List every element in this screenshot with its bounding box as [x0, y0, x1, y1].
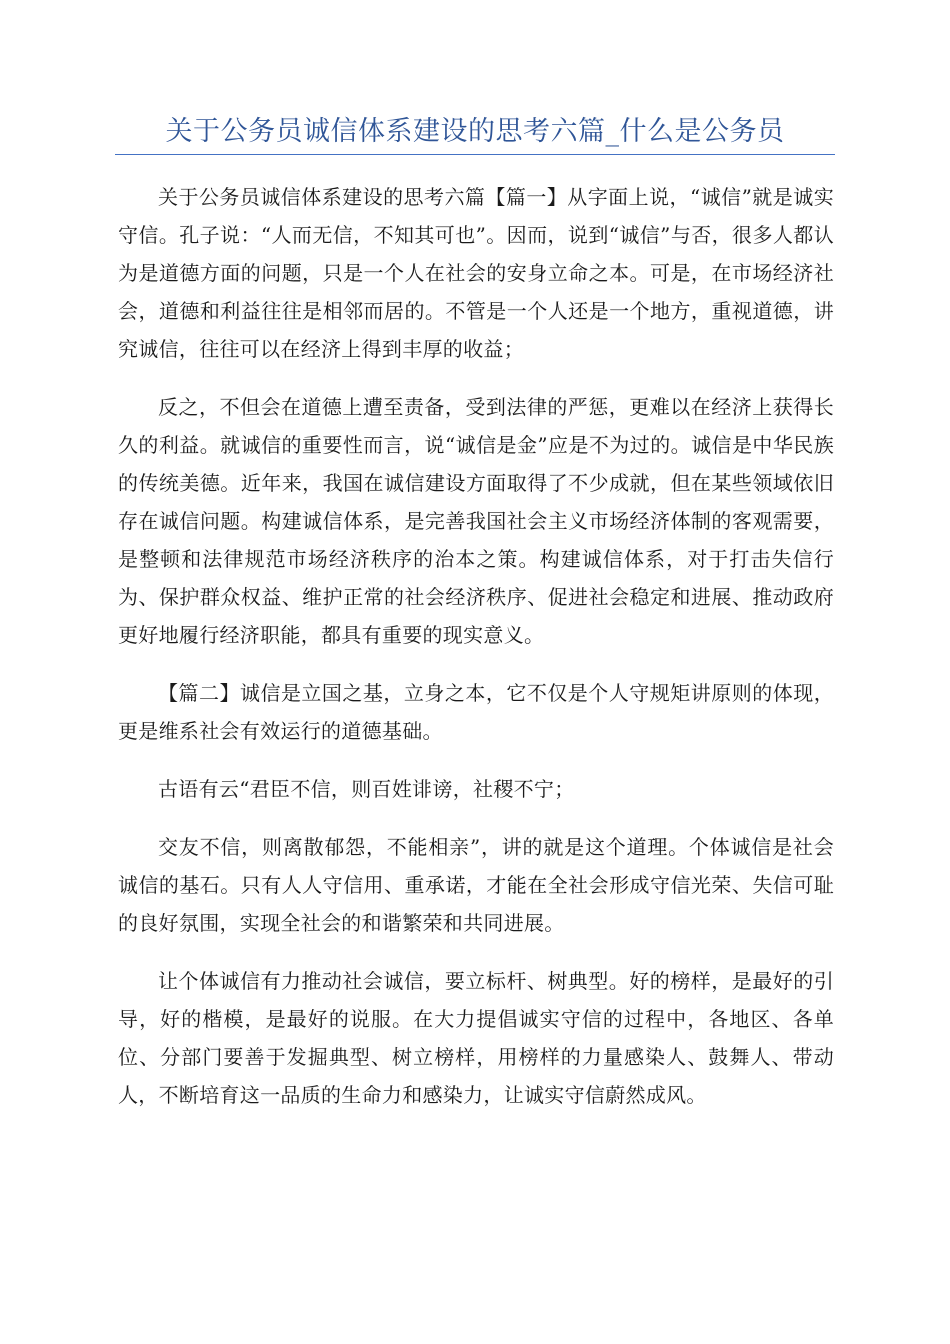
paragraph-1: 关于公务员诚信体系建设的思考六篇【篇一】从字面上说，“诚信”就是诚实守信。孔子说：“人而无信，不知其可也”。因而，说到“诚信”与否，很多人都认为是道德方面的问题，只是一个人在社会的安身立命之本。可是，在市场经济社会，道德和利益往往是相邻而居的。不管是一个人还是一个地方，重视道德，讲究诚信，往往可以在经济上得到丰厚的收益； — [118, 185, 834, 361]
title-underline — [115, 154, 835, 155]
paragraph-6: 让个体诚信有力推动社会诚信，要立标杆、树典型。好的榜样，是最好的引导，好的楷模，是最好的说服。在大力提倡诚实守信的过程中，各地区、各单位、分部门要善于发掘典型、树立榜样，用榜样的力量感染人、鼓舞人、带动人，不断培育这一品质的生命力和感染力，让诚实守信蔚然成风。 — [118, 969, 834, 1107]
title-block — [115, 112, 835, 155]
paragraph-4: 古语有云“君臣不信，则百姓诽谤，社稷不宁； — [158, 777, 575, 801]
paragraph-2: 反之，不但会在道德上遭至责备，受到法律的严惩，更难以在经济上获得长久的利益。就诚信的重要性而言，说“诚信是金”应是不为过的。诚信是中华民族的传统美德。近年来，我国在诚信建设方面取得了不少成就，但在某些领域依旧存在诚信问题。构建诚信体系，是完善我国社会主义市场经济体制的客观需要，是整顿和法律规范市场经济秩序的治本之策。构建诚信体系，对于打击失信行为、保护群众权益、维护正常的社会经济秩序、促进社会稳定和进展、推动政府更好地履行经济职能，都具有重要的现实意义。 — [118, 395, 834, 647]
document-body — [118, 178, 834, 1134]
paragraph-3: 【篇二】诚信是立国之基，立身之本，它不仅是个人守规矩讲原则的体现，更是维系社会有效运行的道德基础。 — [118, 681, 834, 743]
document-title: 关于公务员诚信体系建设的思考六篇_什么是公务员 — [165, 116, 785, 147]
paragraph-5: 交友不信，则离散郁怨，不能相亲”，讲的就是这个道理。个体诚信是社会诚信的基石。只有人人守信用、重承诺，才能在全社会形成守信光荣、失信可耻的良好氛围，实现全社会的和谐繁荣和共同进展。 — [118, 835, 834, 935]
